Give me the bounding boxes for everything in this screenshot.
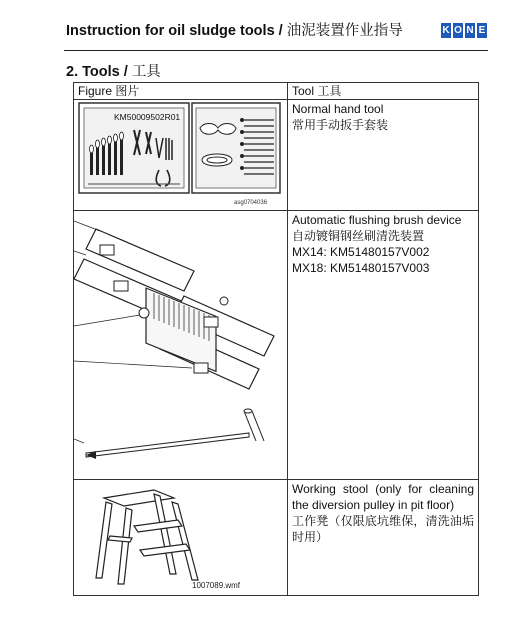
tool-name-en: Normal hand tool	[292, 102, 384, 116]
tool-name-en: Automatic flushing brush device	[292, 213, 462, 227]
stool-figure-cell	[74, 480, 288, 596]
section-title: 2. Tools / 工具	[66, 64, 161, 80]
figure-source-code: asg0704036	[234, 200, 268, 206]
tool-column-header: Tool 工具	[288, 83, 479, 100]
tool-name-cn: 自动镀铜钢丝刷清洗装置	[292, 229, 425, 243]
case-part-number: KM50009502R01	[114, 112, 181, 122]
table-header-row	[74, 83, 479, 100]
working-stool-illustration	[74, 480, 283, 595]
stool-description	[288, 480, 479, 596]
logo-letter: E	[478, 25, 486, 36]
tool-name-cn: 常用手动扳手套装	[292, 118, 389, 132]
hand-tool-description	[288, 100, 479, 211]
tool-name-cn: 工作凳（仅限底坑维保，清洗油垢时用）	[292, 514, 474, 544]
figure-column-header: Figure 图片	[74, 83, 288, 100]
header-title: Instruction for oil sludge tools / 油泥装置作业指导	[66, 23, 403, 39]
logo-letter: K	[442, 25, 450, 36]
tool-name-en: Working stool (only for cleaning the diversion pulley in pit floor)	[292, 482, 474, 512]
brush-device-figure-cell	[74, 211, 288, 480]
logo-letter: O	[454, 25, 462, 36]
brush-device-description	[288, 211, 479, 480]
logo-letter: N	[466, 25, 474, 36]
tools-table	[73, 82, 479, 596]
hand-tool-figure-cell	[74, 100, 288, 211]
flushing-brush-device-illustration	[74, 211, 283, 479]
model-mx14: MX14: KM51480157V002	[292, 245, 430, 259]
table-row	[74, 480, 479, 596]
model-mx18: MX18: KM51480157V003	[292, 261, 430, 275]
header-divider	[64, 50, 488, 51]
table-row	[74, 100, 479, 211]
kone-logo	[441, 23, 487, 38]
figure-file-name: 1007089.wmf	[192, 581, 241, 590]
hand-tool-case-illustration	[74, 100, 283, 210]
table-row	[74, 211, 479, 480]
